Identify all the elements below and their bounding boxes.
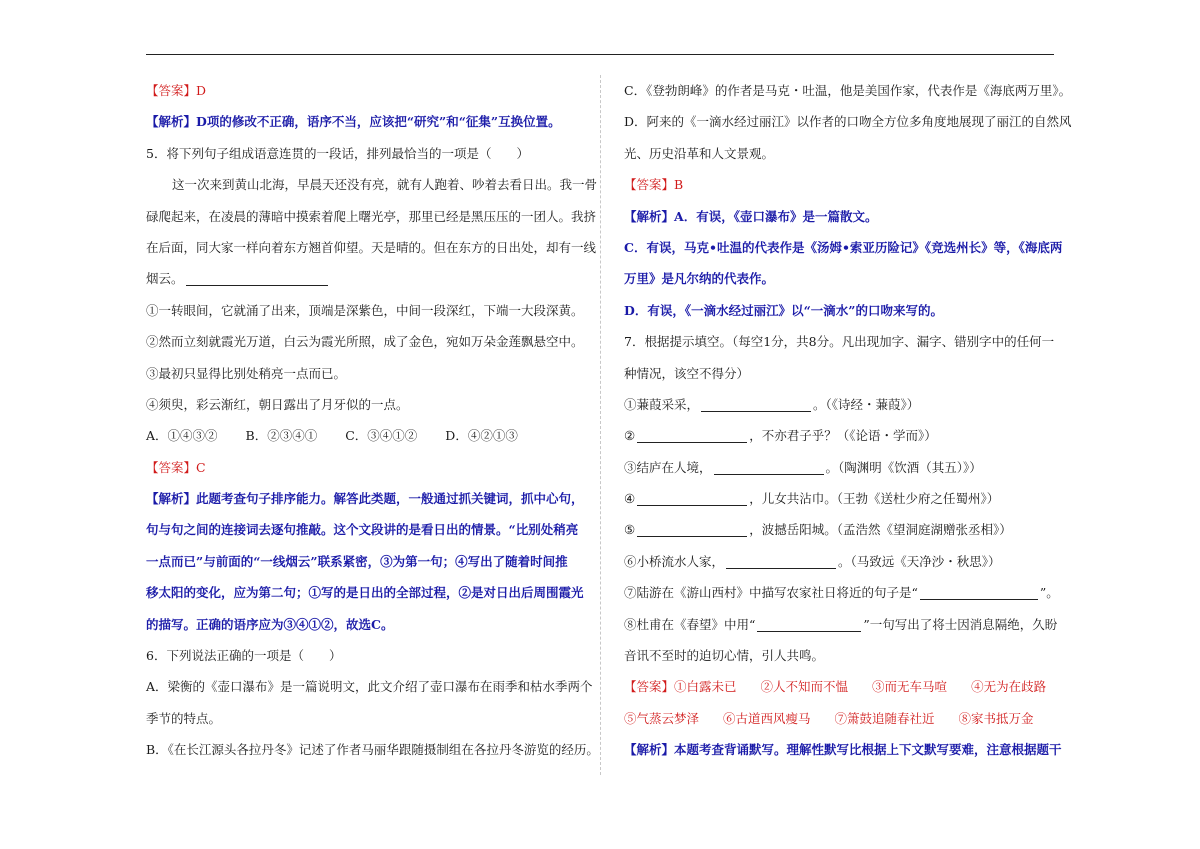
q7-item: ④ ，儿女共沾巾。（王勃《送杜少府之任蜀州》） <box>624 491 1000 507</box>
q7-item: ③结庐在人境， 。（陶渊明《饮酒（其五）》） <box>624 459 982 475</box>
right-column <box>624 75 1072 766</box>
q6-analysis: 【解析】A．有误，《壶口瀑布》是一篇散文。 <box>624 208 878 224</box>
q7-answer: 【答案】①白露未已 ②人不知而不愠 ③而无车马喧 ④无为在歧路 <box>624 671 1056 702</box>
q6-option-line: A．梁衡的《壶口瀑布》是一篇说明文，此文介绍了壶口瀑布在雨季和枯水季两个 <box>146 679 593 695</box>
q7-item: ⑥小桥流水人家， 。（马致远《天净沙・秋思》） <box>624 553 1001 569</box>
answer-item: ⑧家书抵万金 <box>958 710 1034 726</box>
q5-analysis: 【解析】此题考查句子排序能力。解答此类题，一般通过抓关键词，抓中心句， <box>146 491 584 507</box>
q5-sentence: ④须臾，彩云渐红，朝日露出了月牙似的一点。 <box>146 396 409 412</box>
fill-blank[interactable] <box>186 271 328 286</box>
q6-analysis-line: 万里》是凡尔纳的代表作。 <box>624 271 775 287</box>
fill-blank[interactable] <box>637 428 747 443</box>
q6-analysis-line: D．有误，《一滴水经过丽江》以“一滴水”的口吻来写的。 <box>624 302 943 318</box>
q4-answer: 【答案】D <box>146 83 207 98</box>
q5-passage-line: 这一次来到黄山北海，早晨天还没有亮，就有人跑着、吵着去看日出。我一骨 <box>172 177 598 193</box>
answer-item: ②人不知而不愠 <box>760 679 849 695</box>
answer-item: ④无为在歧路 <box>971 679 1047 695</box>
q7-item: ⑦陆游在《游山西村》中描写农家社日将近的句子是“ ”。 <box>624 585 1059 601</box>
answer-item: ⑦箫鼓追随春社近 <box>834 710 935 726</box>
option-d: D．④②①③ <box>445 428 518 444</box>
answer-item: ⑥古道西风瘦马 <box>723 710 811 726</box>
answer-item: ③而无车马喧 <box>872 679 948 695</box>
fill-blank[interactable] <box>637 522 747 537</box>
fill-blank[interactable] <box>726 554 836 569</box>
header-rule <box>146 54 1054 55</box>
q7-analysis: 【解析】本题考查背诵默写。理解性默写比根据上下文默写要难，注意根据题干 <box>624 742 1062 758</box>
column-divider <box>600 75 601 775</box>
fill-blank[interactable] <box>701 397 811 412</box>
q6-analysis-line: C．有误，马克•吐温的代表作是《汤姆•索亚历险记》《竞选州长》等，《海底两 <box>624 239 1063 255</box>
q5-passage-line: 碌爬起来，在凌晨的薄暗中摸索着爬上曙光亭，那里已经是黑压压的一团人。我挤 <box>146 208 597 224</box>
q5-sentence: ③最初只显得比别处稍亮一点而已。 <box>146 365 347 381</box>
q6-option-line: B．《在长江源头各拉丹冬》记述了作者马丽华跟随摄制组在各拉丹冬游览的经历。 <box>146 742 599 758</box>
q6-option-line: 季节的特点。 <box>146 710 222 726</box>
q5-analysis-line: 移太阳的变化，应为第二句；①写的是日出的全部过程，②是对日出后周围霞光 <box>146 585 584 601</box>
q5-analysis-line: 的描写。正确的语序应为③④①②，故选C。 <box>146 616 394 632</box>
q6-option-line: 光、历史沿革和人文景观。 <box>624 145 775 161</box>
option-a: A．①④③② <box>146 428 218 444</box>
answer-item: ⑤气蒸云梦泽 <box>624 710 700 726</box>
q6-option-line: C．《登勃朗峰》的作者是马克・吐温，他是美国作家，代表作是《海底两万里》。 <box>624 83 1072 98</box>
fill-blank[interactable] <box>757 617 861 632</box>
fill-blank[interactable] <box>714 460 824 475</box>
q5-sentence: ②然而立刻就霞光万道，白云为霞光所照，成了金色，宛如万朵金莲飘悬空中。 <box>146 334 584 350</box>
fill-blank[interactable] <box>637 491 747 506</box>
q5-options <box>146 420 586 451</box>
fill-blank[interactable] <box>920 585 1038 600</box>
q7-item: ⑤ ，波撼岳阳城。（孟浩然《望洞庭湖赠张丞相》） <box>624 522 1012 538</box>
answer-item: ①白露未已 <box>674 679 737 695</box>
q5-analysis-line: 句与句之间的连接词去逐句推敲。这个文段讲的是看日出的情景。“比别处稍亮 <box>146 522 579 538</box>
option-c: C．③④①② <box>345 428 418 444</box>
q6-stem: 6．下列说法正确的一项是（ ） <box>146 648 342 664</box>
q7-stem: 种情况，该空不得分） <box>624 365 750 381</box>
q7-item: ⑧杜甫在《春望》中用“ ”一句写出了将士因消息隔绝，久盼 <box>624 616 1058 632</box>
q4-analysis: 【解析】D项的修改不正确，语序不当，应该把“研究”和“征集”互换位置。 <box>146 114 561 130</box>
left-column <box>146 75 599 766</box>
q5-answer: 【答案】C <box>146 459 206 475</box>
q7-item-cont: 音讯不至时的迫切心情，引人共鸣。 <box>624 648 825 664</box>
q5-sentence: ①一转眼间，它就涌了出来，顶端是深紫色，中间一段深红，下端一大段深黄。 <box>146 302 584 318</box>
option-b: B．②③④① <box>245 428 318 444</box>
q7-answer-row <box>624 703 1056 734</box>
q7-item: ② ，不亦君子乎？（《论语・学而》） <box>624 428 937 444</box>
q7-item: ①蒹葭采采， 。（《诗经・蒹葭》） <box>624 396 920 412</box>
q7-stem: 7．根据提示填空。（每空1分，共8分。凡出现加字、漏字、错别字中的任何一 <box>624 334 1055 350</box>
q6-answer: 【答案】B <box>624 177 684 193</box>
q5-analysis-line: 一点而已”与前面的“一线烟云”联系紧密，③为第一句；④写出了随着时间推 <box>146 553 568 569</box>
q5-passage-line: 在后面，同大家一样向着东方翘首仰望。天是晴的。但在东方的日出处，却有一线 <box>146 239 597 255</box>
q6-option-line: D．阿来的《一滴水经过丽江》以作者的口吻全方位多角度地展现了丽江的自然风 <box>624 114 1072 130</box>
q5-stem: 5．将下列句子组成语意连贯的一段话，排列最恰当的一项是（ ） <box>146 145 529 161</box>
q5-passage-line: 烟云。 <box>146 263 586 294</box>
